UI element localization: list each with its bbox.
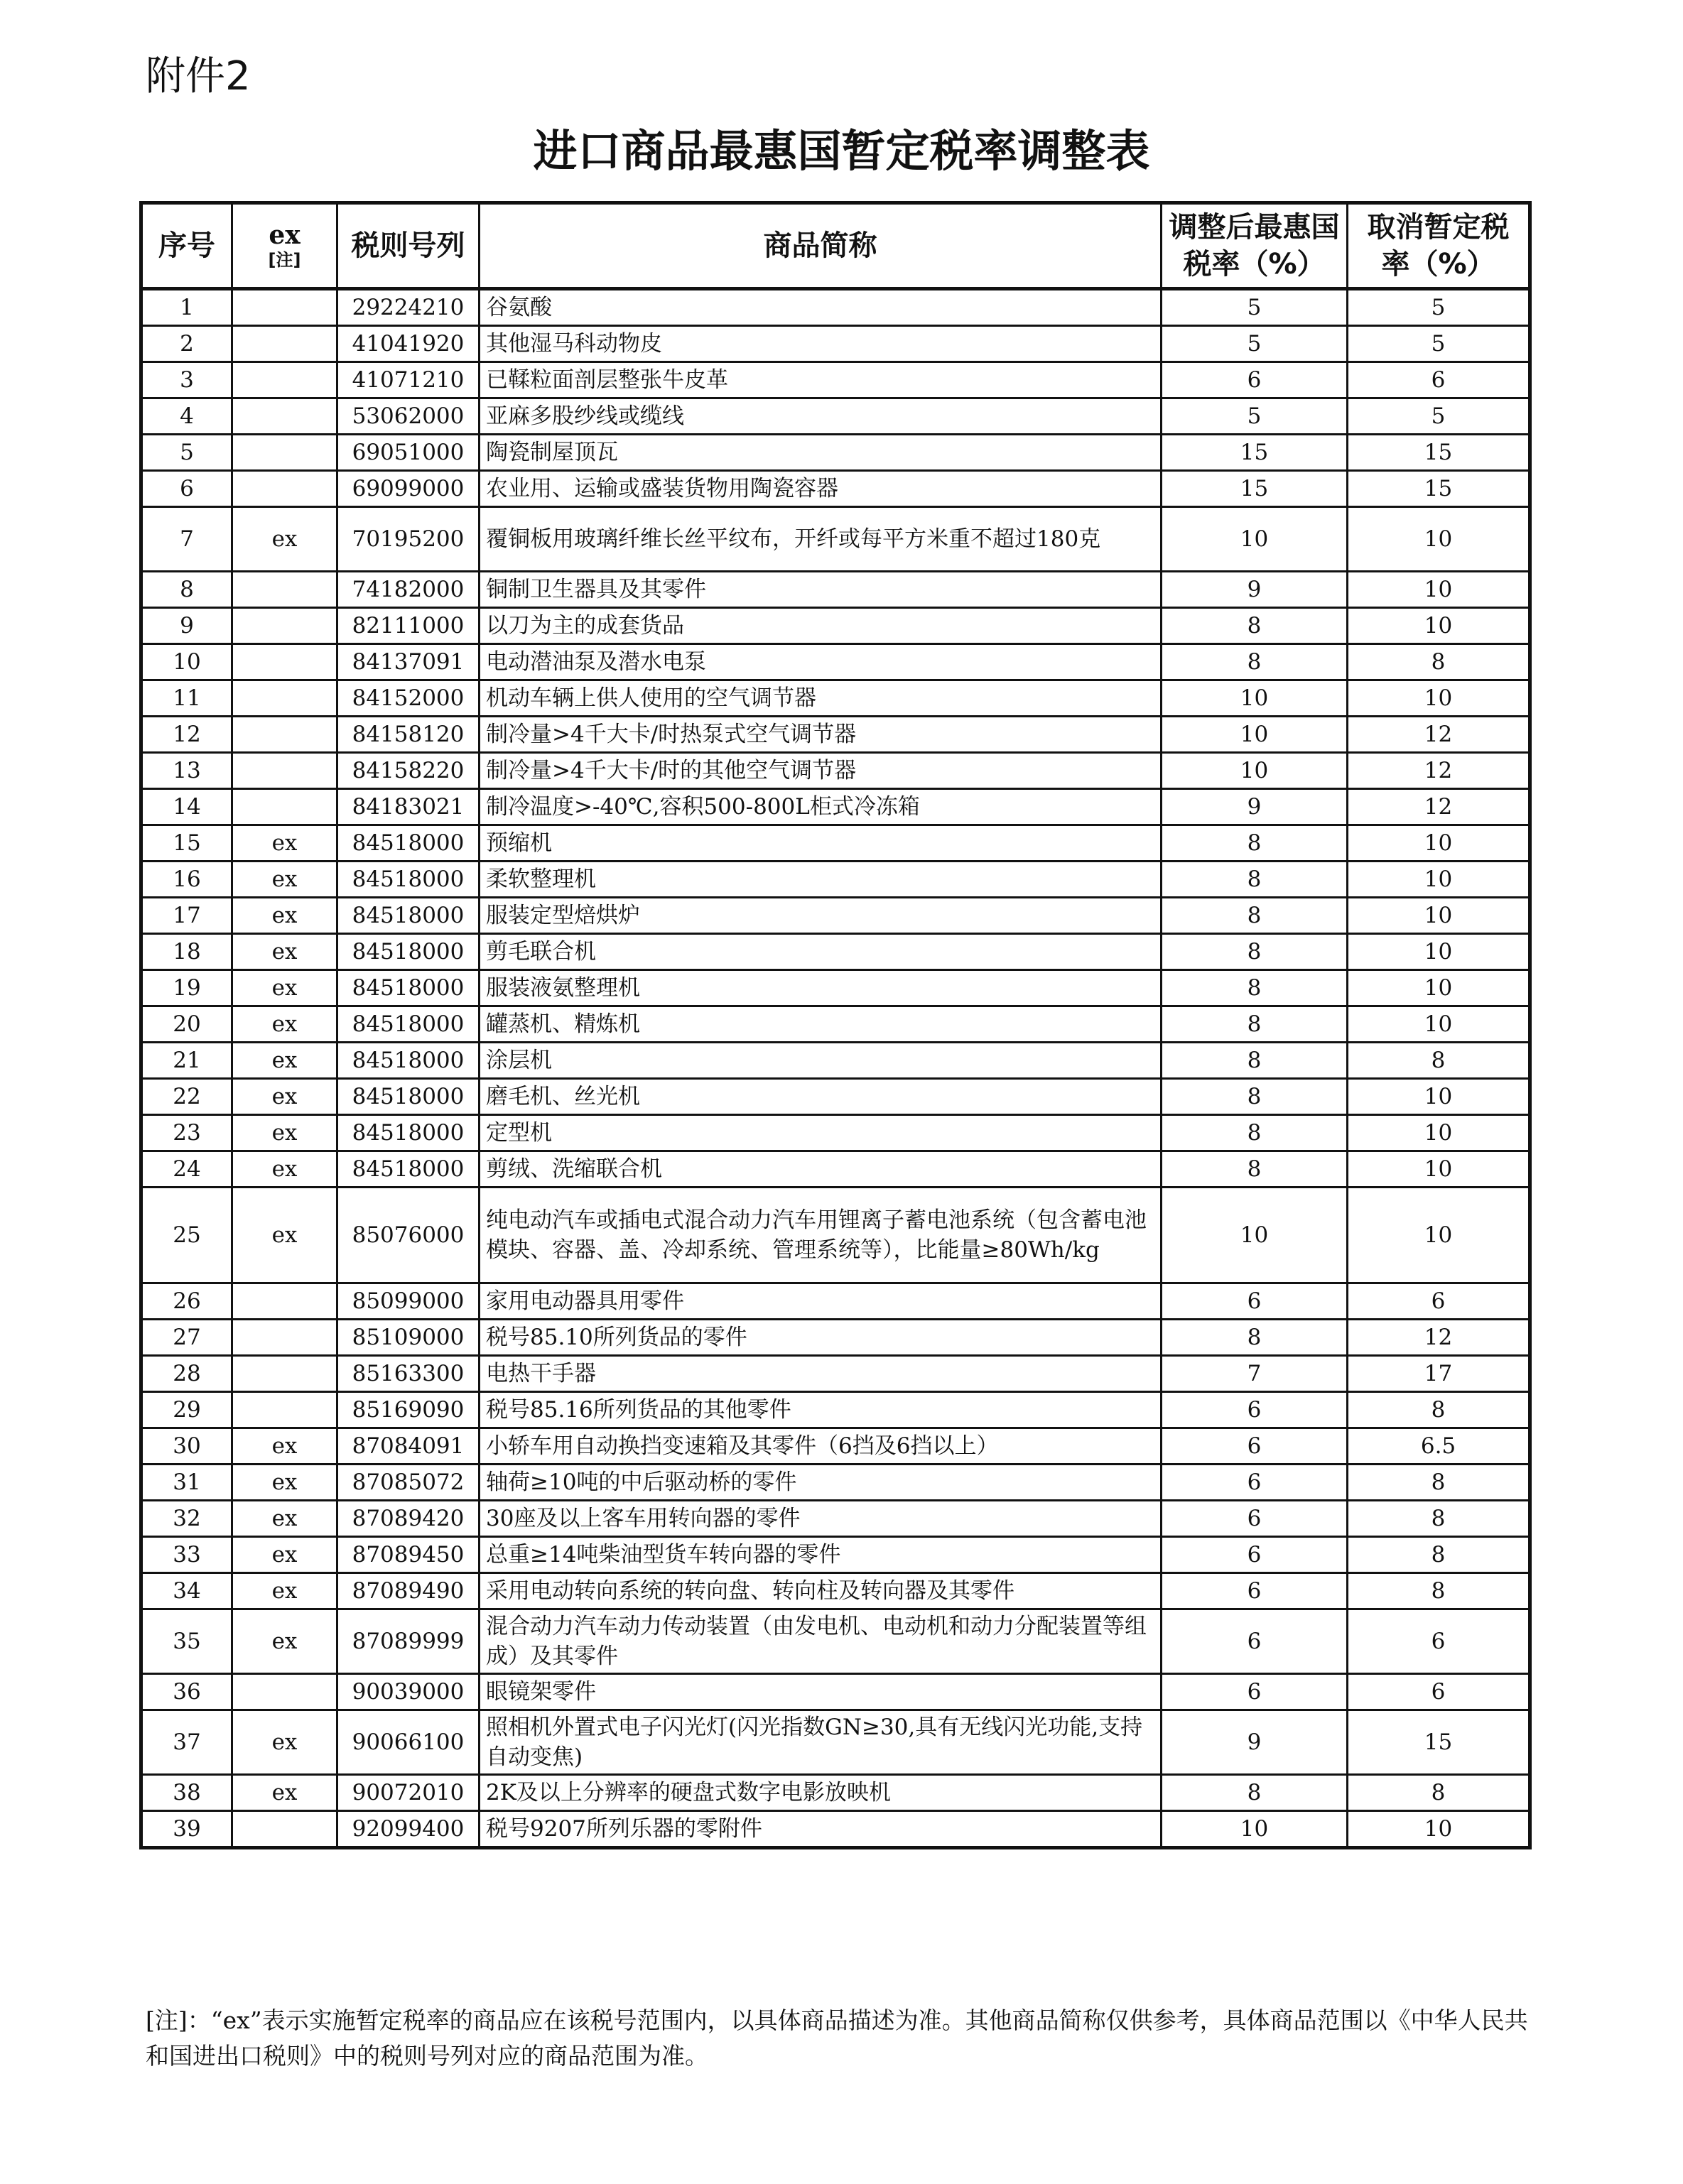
cell-code: 87089420: [337, 1501, 480, 1537]
cell-name: 小轿车用自动换挡变速箱及其零件（6挡及6挡以上）: [480, 1428, 1162, 1465]
cell-seq: 30: [141, 1428, 232, 1465]
cell-ex: [232, 289, 337, 326]
cell-cancel-rate: 10: [1348, 1079, 1530, 1115]
cell-ex: ex: [232, 1006, 337, 1043]
cell-ex: [232, 1674, 337, 1710]
cell-name: 以刀为主的成套货品: [480, 608, 1162, 644]
cell-code: 84137091: [337, 644, 480, 680]
cell-adjusted-rate: 8: [1162, 970, 1348, 1006]
cell-seq: 25: [141, 1188, 232, 1283]
table-row: [141, 398, 1530, 435]
cell-cancel-rate: 8: [1348, 1465, 1530, 1501]
cell-adjusted-rate: 8: [1162, 1115, 1348, 1151]
cell-code: 84518000: [337, 1151, 480, 1188]
cell-cancel-rate: 15: [1348, 435, 1530, 471]
cell-ex: ex: [232, 825, 337, 862]
cell-adjusted-rate: 9: [1162, 1710, 1348, 1775]
cell-ex: ex: [232, 1188, 337, 1283]
table-row: [141, 471, 1530, 507]
cell-seq: 9: [141, 608, 232, 644]
cell-code: 84152000: [337, 680, 480, 717]
header-code: 税则号列: [337, 203, 480, 289]
cell-name: 服装液氨整理机: [480, 970, 1162, 1006]
cell-adjusted-rate: 8: [1162, 644, 1348, 680]
cell-name: 涂层机: [480, 1043, 1162, 1079]
cell-seq: 2: [141, 326, 232, 362]
cell-seq: 37: [141, 1710, 232, 1775]
cell-ex: [232, 362, 337, 398]
cell-adjusted-rate: 6: [1162, 1465, 1348, 1501]
cell-name: 铜制卫生器具及其零件: [480, 572, 1162, 608]
cell-seq: 19: [141, 970, 232, 1006]
cell-code: 87089490: [337, 1573, 480, 1609]
table-row: [141, 789, 1530, 825]
cell-ex: [232, 1392, 337, 1428]
cell-adjusted-rate: 10: [1162, 753, 1348, 789]
cell-seq: 21: [141, 1043, 232, 1079]
cell-cancel-rate: 12: [1348, 753, 1530, 789]
cell-cancel-rate: 12: [1348, 1320, 1530, 1356]
cell-name: 轴荷≥10吨的中后驱动桥的零件: [480, 1465, 1162, 1501]
cell-cancel-rate: 8: [1348, 644, 1530, 680]
table-row: [141, 862, 1530, 898]
table-row: [141, 1188, 1530, 1283]
cell-name: 制冷量>4千大卡/时热泵式空气调节器: [480, 717, 1162, 753]
cell-code: 84518000: [337, 1115, 480, 1151]
cell-name: 采用电动转向系统的转向盘、转向柱及转向器及其零件: [480, 1573, 1162, 1609]
cell-cancel-rate: 8: [1348, 1775, 1530, 1811]
cell-adjusted-rate: 8: [1162, 862, 1348, 898]
cell-name: 制冷量>4千大卡/时的其他空气调节器: [480, 753, 1162, 789]
header-name: 商品简称: [480, 203, 1162, 289]
table-row: [141, 1573, 1530, 1609]
cell-adjusted-rate: 10: [1162, 680, 1348, 717]
table-row: [141, 608, 1530, 644]
table-row: [141, 825, 1530, 862]
cell-adjusted-rate: 6: [1162, 1283, 1348, 1320]
header-ex: [232, 203, 337, 289]
page-title: 进口商品最惠国暂定税率调整表: [533, 125, 1150, 177]
cell-code: 84518000: [337, 934, 480, 970]
cell-ex: ex: [232, 1501, 337, 1537]
cell-seq: 20: [141, 1006, 232, 1043]
cell-seq: 8: [141, 572, 232, 608]
cell-seq: 17: [141, 898, 232, 934]
cell-cancel-rate: 6.5: [1348, 1428, 1530, 1465]
cell-code: 84518000: [337, 862, 480, 898]
cell-cancel-rate: 8: [1348, 1392, 1530, 1428]
cell-adjusted-rate: 15: [1162, 471, 1348, 507]
cell-code: 41041920: [337, 326, 480, 362]
cell-cancel-rate: 10: [1348, 825, 1530, 862]
cell-ex: ex: [232, 898, 337, 934]
cell-cancel-rate: 8: [1348, 1501, 1530, 1537]
cell-adjusted-rate: 7: [1162, 1356, 1348, 1392]
table-row: [141, 1151, 1530, 1188]
cell-cancel-rate: 10: [1348, 608, 1530, 644]
cell-code: 41071210: [337, 362, 480, 398]
header-ex-note: [注]: [268, 250, 301, 270]
cell-ex: ex: [232, 1115, 337, 1151]
table-row: [141, 1501, 1530, 1537]
cell-cancel-rate: 12: [1348, 717, 1530, 753]
cell-adjusted-rate: 6: [1162, 1573, 1348, 1609]
cell-code: 87089999: [337, 1609, 480, 1674]
table-row: [141, 572, 1530, 608]
table-row: [141, 1428, 1530, 1465]
cell-ex: [232, 572, 337, 608]
cell-seq: 15: [141, 825, 232, 862]
cell-name: 服装定型焙烘炉: [480, 898, 1162, 934]
cell-adjusted-rate: 8: [1162, 1043, 1348, 1079]
cell-code: 74182000: [337, 572, 480, 608]
table-row: [141, 362, 1530, 398]
cell-adjusted-rate: 8: [1162, 825, 1348, 862]
cell-code: 90039000: [337, 1674, 480, 1710]
cell-ex: [232, 1811, 337, 1848]
cell-name: 剪毛联合机: [480, 934, 1162, 970]
cell-ex: [232, 1283, 337, 1320]
table-row: [141, 507, 1530, 572]
cell-seq: 27: [141, 1320, 232, 1356]
table-row: [141, 1392, 1530, 1428]
cell-seq: 18: [141, 934, 232, 970]
cell-name: 农业用、运输或盛装货物用陶瓷容器: [480, 471, 1162, 507]
cell-cancel-rate: 8: [1348, 1573, 1530, 1609]
cell-code: 53062000: [337, 398, 480, 435]
cell-name: 电动潜油泵及潜水电泵: [480, 644, 1162, 680]
cell-ex: ex: [232, 1151, 337, 1188]
cell-code: 87085072: [337, 1465, 480, 1501]
table-row: [141, 1674, 1530, 1710]
cell-seq: 5: [141, 435, 232, 471]
cell-cancel-rate: 15: [1348, 471, 1530, 507]
table-row: [141, 1537, 1530, 1573]
cell-name: 剪绒、洗缩联合机: [480, 1151, 1162, 1188]
table-row: [141, 1465, 1530, 1501]
cell-seq: 11: [141, 680, 232, 717]
cell-cancel-rate: 6: [1348, 1674, 1530, 1710]
cell-adjusted-rate: 8: [1162, 1151, 1348, 1188]
cell-code: 84518000: [337, 1043, 480, 1079]
cell-adjusted-rate: 9: [1162, 572, 1348, 608]
cell-ex: ex: [232, 1465, 337, 1501]
cell-cancel-rate: 17: [1348, 1356, 1530, 1392]
cell-code: 85109000: [337, 1320, 480, 1356]
cell-name: 税号9207所列乐器的零附件: [480, 1811, 1162, 1848]
cell-cancel-rate: 10: [1348, 862, 1530, 898]
cell-code: 84158220: [337, 753, 480, 789]
cell-ex: ex: [232, 1609, 337, 1674]
cell-ex: [232, 753, 337, 789]
cell-code: 90066100: [337, 1710, 480, 1775]
cell-seq: 1: [141, 289, 232, 326]
cell-cancel-rate: 10: [1348, 1188, 1530, 1283]
cell-cancel-rate: 10: [1348, 572, 1530, 608]
cell-adjusted-rate: 6: [1162, 1537, 1348, 1573]
cell-code: 69099000: [337, 471, 480, 507]
table-row: [141, 1609, 1530, 1674]
tariff-table: [139, 201, 1532, 1849]
cell-cancel-rate: 10: [1348, 507, 1530, 572]
cell-code: 84518000: [337, 825, 480, 862]
cell-adjusted-rate: 10: [1162, 1188, 1348, 1283]
cell-seq: 14: [141, 789, 232, 825]
cell-name: 家用电动器具用零件: [480, 1283, 1162, 1320]
cell-ex: [232, 398, 337, 435]
cell-cancel-rate: 10: [1348, 898, 1530, 934]
cell-ex: ex: [232, 1079, 337, 1115]
cell-adjusted-rate: 8: [1162, 1079, 1348, 1115]
cell-ex: [232, 717, 337, 753]
cell-name: 眼镜架零件: [480, 1674, 1162, 1710]
cell-name: 覆铜板用玻璃纤维长丝平纹布，开纤或每平方米重不超过180克: [480, 507, 1162, 572]
table-header-row: [141, 203, 1530, 289]
cell-seq: 13: [141, 753, 232, 789]
cell-name: 纯电动汽车或插电式混合动力汽车用锂离子蓄电池系统（包含蓄电池模块、容器、盖、冷却系统、管理系统等），比能量≥80Wh/kg: [480, 1188, 1162, 1283]
cell-seq: 34: [141, 1573, 232, 1609]
cell-code: 90072010: [337, 1775, 480, 1811]
cell-code: 84518000: [337, 970, 480, 1006]
table-row: [141, 934, 1530, 970]
cell-name: 定型机: [480, 1115, 1162, 1151]
table-row: [141, 753, 1530, 789]
cell-seq: 3: [141, 362, 232, 398]
table-row: [141, 898, 1530, 934]
cell-ex: [232, 680, 337, 717]
cell-adjusted-rate: 6: [1162, 1609, 1348, 1674]
cell-code: 87084091: [337, 1428, 480, 1465]
cell-seq: 36: [141, 1674, 232, 1710]
cell-code: 87089450: [337, 1537, 480, 1573]
cell-cancel-rate: 5: [1348, 289, 1530, 326]
cell-cancel-rate: 10: [1348, 1006, 1530, 1043]
cell-adjusted-rate: 6: [1162, 1428, 1348, 1465]
cell-seq: 7: [141, 507, 232, 572]
cell-code: 69051000: [337, 435, 480, 471]
cell-ex: ex: [232, 934, 337, 970]
cell-code: 85099000: [337, 1283, 480, 1320]
cell-ex: [232, 1320, 337, 1356]
cell-name: 其他湿马科动物皮: [480, 326, 1162, 362]
cell-adjusted-rate: 10: [1162, 1811, 1348, 1848]
cell-seq: 32: [141, 1501, 232, 1537]
cell-adjusted-rate: 5: [1162, 289, 1348, 326]
header-adjusted-rate: 调整后最惠国税率（%）: [1162, 203, 1348, 289]
cell-ex: [232, 608, 337, 644]
cell-seq: 39: [141, 1811, 232, 1848]
cell-name: 预缩机: [480, 825, 1162, 862]
cell-ex: [232, 471, 337, 507]
table-row: [141, 1710, 1530, 1775]
cell-seq: 16: [141, 862, 232, 898]
cell-code: 29224210: [337, 289, 480, 326]
cell-adjusted-rate: 6: [1162, 1501, 1348, 1537]
cell-seq: 28: [141, 1356, 232, 1392]
cell-cancel-rate: 6: [1348, 362, 1530, 398]
cell-code: 84158120: [337, 717, 480, 753]
cell-ex: ex: [232, 970, 337, 1006]
cell-seq: 24: [141, 1151, 232, 1188]
cell-seq: 22: [141, 1079, 232, 1115]
cell-ex: [232, 326, 337, 362]
cell-name: 制冷温度>-40℃,容积500-800L柜式冷冻箱: [480, 789, 1162, 825]
cell-adjusted-rate: 8: [1162, 608, 1348, 644]
cell-cancel-rate: 5: [1348, 398, 1530, 435]
cell-cancel-rate: 8: [1348, 1043, 1530, 1079]
cell-name: 机动车辆上供人使用的空气调节器: [480, 680, 1162, 717]
cell-seq: 6: [141, 471, 232, 507]
table-row: [141, 644, 1530, 680]
cell-name: 已鞣粒面剖层整张牛皮革: [480, 362, 1162, 398]
cell-name: 电热干手器: [480, 1356, 1162, 1392]
cell-adjusted-rate: 6: [1162, 1674, 1348, 1710]
table-row: [141, 1775, 1530, 1811]
cell-name: 磨毛机、丝光机: [480, 1079, 1162, 1115]
cell-code: 84518000: [337, 1006, 480, 1043]
table-row: [141, 1043, 1530, 1079]
cell-ex: [232, 789, 337, 825]
cell-seq: 29: [141, 1392, 232, 1428]
cell-adjusted-rate: 8: [1162, 1006, 1348, 1043]
cell-name: 混合动力汽车动力传动装置（由发电机、电动机和动力分配装置等组成）及其零件: [480, 1609, 1162, 1674]
cell-cancel-rate: 10: [1348, 680, 1530, 717]
cell-code: 85163300: [337, 1356, 480, 1392]
cell-seq: 31: [141, 1465, 232, 1501]
header-cancel-rate: 取消暂定税率（%）: [1348, 203, 1530, 289]
cell-ex: ex: [232, 507, 337, 572]
cell-cancel-rate: 8: [1348, 1537, 1530, 1573]
cell-seq: 12: [141, 717, 232, 753]
cell-name: 2K及以上分辨率的硬盘式数字电影放映机: [480, 1775, 1162, 1811]
cell-adjusted-rate: 8: [1162, 1775, 1348, 1811]
table-row: [141, 1006, 1530, 1043]
cell-name: 谷氨酸: [480, 289, 1162, 326]
cell-ex: ex: [232, 862, 337, 898]
cell-cancel-rate: 10: [1348, 1115, 1530, 1151]
cell-seq: 33: [141, 1537, 232, 1573]
cell-adjusted-rate: 10: [1162, 507, 1348, 572]
cell-name: 30座及以上客车用转向器的零件: [480, 1501, 1162, 1537]
cell-cancel-rate: 15: [1348, 1710, 1530, 1775]
cell-seq: 35: [141, 1609, 232, 1674]
table-row: [141, 1811, 1530, 1848]
table-row: [141, 1079, 1530, 1115]
cell-adjusted-rate: 5: [1162, 398, 1348, 435]
cell-code: 84183021: [337, 789, 480, 825]
cell-code: 84518000: [337, 1079, 480, 1115]
cell-adjusted-rate: 10: [1162, 717, 1348, 753]
cell-cancel-rate: 10: [1348, 1151, 1530, 1188]
cell-name: 税号85.16所列货品的其他零件: [480, 1392, 1162, 1428]
cell-adjusted-rate: 9: [1162, 789, 1348, 825]
cell-code: 82111000: [337, 608, 480, 644]
cell-ex: ex: [232, 1775, 337, 1811]
cell-ex: ex: [232, 1428, 337, 1465]
table-row: [141, 289, 1530, 326]
cell-adjusted-rate: 5: [1162, 326, 1348, 362]
cell-ex: [232, 1356, 337, 1392]
cell-adjusted-rate: 6: [1162, 362, 1348, 398]
table-body: [141, 289, 1530, 1848]
cell-cancel-rate: 10: [1348, 934, 1530, 970]
cell-cancel-rate: 5: [1348, 326, 1530, 362]
cell-adjusted-rate: 8: [1162, 898, 1348, 934]
header-ex-label: ex: [269, 220, 301, 250]
table-row: [141, 1356, 1530, 1392]
attachment-label: 附件2: [146, 53, 251, 99]
table-row: [141, 1115, 1530, 1151]
cell-code: 84518000: [337, 898, 480, 934]
cell-ex: ex: [232, 1043, 337, 1079]
cell-name: 柔软整理机: [480, 862, 1162, 898]
cell-name: 陶瓷制屋顶瓦: [480, 435, 1162, 471]
cell-seq: 26: [141, 1283, 232, 1320]
cell-ex: ex: [232, 1573, 337, 1609]
cell-adjusted-rate: 15: [1162, 435, 1348, 471]
table-row: [141, 970, 1530, 1006]
cell-cancel-rate: 6: [1348, 1609, 1530, 1674]
cell-seq: 4: [141, 398, 232, 435]
cell-name: 亚麻多股纱线或缆线: [480, 398, 1162, 435]
cell-cancel-rate: 10: [1348, 970, 1530, 1006]
cell-adjusted-rate: 6: [1162, 1392, 1348, 1428]
footnote: [注]：“ex”表示实施暂定税率的商品应在该税号范围内，以具体商品描述为准。其他商品简称仅供参考，具体商品范围以《中华人民共和国进出口税则》中的税则号列对应的商品范围为准。: [146, 2006, 1528, 2070]
cell-cancel-rate: 10: [1348, 1811, 1530, 1848]
cell-seq: 23: [141, 1115, 232, 1151]
table-row: [141, 680, 1530, 717]
cell-code: 70195200: [337, 507, 480, 572]
cell-ex: ex: [232, 1710, 337, 1775]
cell-name: 照相机外置式电子闪光灯(闪光指数GN≥30,具有无线闪光功能,支持自动变焦): [480, 1710, 1162, 1775]
header-seq: 序号: [141, 203, 232, 289]
table-row: [141, 435, 1530, 471]
cell-name: 税号85.10所列货品的零件: [480, 1320, 1162, 1356]
cell-seq: 10: [141, 644, 232, 680]
table-row: [141, 1320, 1530, 1356]
cell-adjusted-rate: 8: [1162, 934, 1348, 970]
cell-ex: [232, 644, 337, 680]
cell-code: 85169090: [337, 1392, 480, 1428]
cell-seq: 38: [141, 1775, 232, 1811]
table-row: [141, 1283, 1530, 1320]
cell-ex: ex: [232, 1537, 337, 1573]
cell-cancel-rate: 12: [1348, 789, 1530, 825]
cell-code: 92099400: [337, 1811, 480, 1848]
cell-cancel-rate: 6: [1348, 1283, 1530, 1320]
cell-name: 罐蒸机、精炼机: [480, 1006, 1162, 1043]
cell-ex: [232, 435, 337, 471]
table-row: [141, 717, 1530, 753]
cell-name: 总重≥14吨柴油型货车转向器的零件: [480, 1537, 1162, 1573]
cell-adjusted-rate: 8: [1162, 1320, 1348, 1356]
cell-code: 85076000: [337, 1188, 480, 1283]
table-row: [141, 326, 1530, 362]
